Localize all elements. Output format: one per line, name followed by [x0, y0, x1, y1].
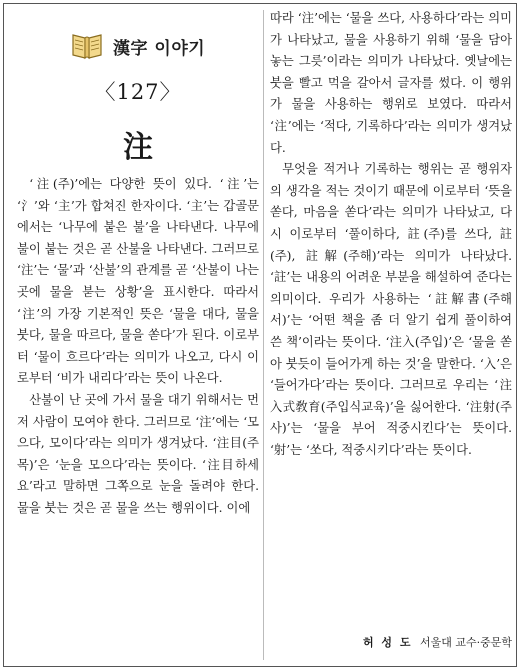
column-header [69, 28, 205, 64]
byline [363, 634, 512, 650]
paragraph: 산불이 난 곳에 가서 물을 대기 위해서는 먼저 사람이 모여야 한다. 그러므로 ‘注’에는 ‘모으다, 모이다’라는 의미가 생겨났다. ‘注目(주목)’은 ‘눈을 모으다’라는 뜻이다. ‘注目하세요’라고 말하면 그쪽으로 눈을 돌려야 한다. 물을 붓는 것은 곧 물을 쓰는 행위이다. 이에 [17, 392, 259, 515]
left-body [17, 174, 259, 520]
article-page [3, 3, 517, 667]
author-name: 허 성 도 [362, 636, 413, 649]
episode-number: 〈127〉 [94, 80, 182, 104]
paragraph: 무엇을 적거나 기록하는 행위는 곧 행위자의 생각을 적는 것이기 때문에 이로부터 ‘뜻을 쏟다, 마음을 쏟다’라는 의미가 나타났고, 다시 이로부터 ‘풀이하다, 註(주)를 쓰다, 註(주), 註解(주해)’라는 의미가 나타났다. ‘註’는 내용의 어려운 부분을 해설하여 준다는 의미이다. 우리가 사용하는 ‘註解書(주해서)’는 ‘어떤 책을 좀 더 알기 쉽게 풀이하여 쓴 책’이라는 뜻이다. ‘注入(주입)’은 ‘물을 쏟아 붓듯이 들어가게 하는 것’을 말한다. ‘入’은 ‘들어가다’라는 뜻이다. 그러므로 우리는 ‘注入式敎育(주입식교육)’을 싫어한다. ‘注射(주사)’는 ‘물을 부어 적중시킨다’는 뜻이다. ‘射’는 ‘쏘다, 적중시키다’라는 뜻이다. [270, 162, 512, 457]
author-affiliation: 서울대 교수·중문학 [419, 636, 512, 649]
column-title: 漢字 이야기 [113, 38, 206, 59]
column-divider [263, 10, 264, 660]
paragraph: 따라 ‘注’에는 ‘물을 쓰다, 사용하다’라는 의미가 나타났고, 물을 사용하기 위해 ‘물을 담아 놓는 그릇’이라는 의미가 나타났다. 옛날에는 붓을 빨고 먹을 갈아서 글자를 썼다. 이 행위가 물을 사용하는 행위로 보였다. 따라서 ‘注’에는 ‘적다, 기록하다’라는 의미가 생겨났다. [270, 11, 512, 155]
paragraph: ‘注(주)’에는 다양한 뜻이 있다. ‘注’는 ‘氵’와 ‘主’가 합쳐진 한자이다. ‘主’는 갑골문에서는 ‘나무에 붙은 불’을 나타낸다. 나무에 불이 붙는 것은 곧 산불을 나타낸다. 그러므로 ‘注’는 ‘물’과 ‘산불’의 관계를 곧 ‘산불이 나는 곳에 물을 붇는 상황’을 표시한다. 따라서 ‘注’의 가장 기본적인 뜻은 ‘물을 대다, 물을 붓다, 물을 따르다, 물을 쏟다’가 된다. 이로부터 ‘물이 흐르다’라는 의미가 나오고, 다시 이로부터 ‘비가 내리다’라는 뜻이 나온다. [17, 177, 259, 386]
open-book-icon [69, 30, 105, 62]
featured-hanja: 注 [123, 130, 153, 165]
right-body [270, 8, 512, 461]
